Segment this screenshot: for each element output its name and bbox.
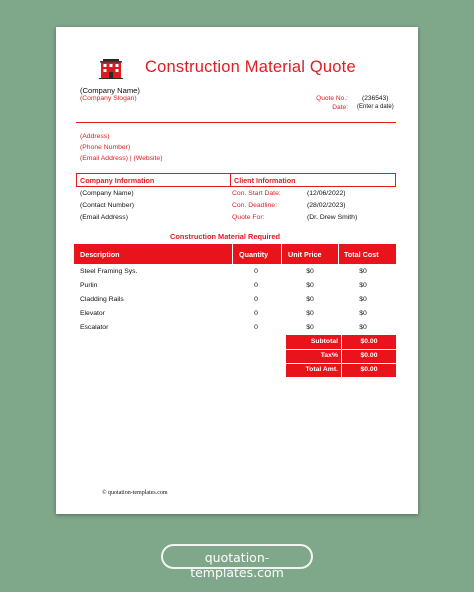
tax-label: Tax% <box>320 352 338 359</box>
quote-no-value: (236543) <box>362 95 389 102</box>
cell-total-cost: $0 <box>359 324 367 331</box>
cell-quantity: 0 <box>254 296 258 303</box>
table-row <box>74 294 396 308</box>
document-title: Construction Material Quote <box>145 58 356 76</box>
client-deadline-label: Con. Deadline: <box>232 202 277 209</box>
client-start-value: (12/06/2022) <box>307 190 346 197</box>
company-info-email: (Email Address) <box>80 214 128 221</box>
table-row <box>74 266 396 280</box>
cell-quantity: 0 <box>254 310 258 317</box>
header-description: Description <box>80 250 120 259</box>
phone-number: (Phone Number) <box>80 144 131 151</box>
section-title: Construction Material Required <box>170 232 281 241</box>
total-amount-label: Total Amt. <box>305 366 338 373</box>
table-row <box>74 308 396 322</box>
table-row <box>74 280 396 294</box>
cell-total-cost: $0 <box>359 296 367 303</box>
cell-total-cost: $0 <box>359 282 367 289</box>
company-info-contact: (Contact Number) <box>80 202 135 209</box>
cell-description: Escalator <box>80 324 109 331</box>
subtotal-value: $0.00 <box>360 338 378 345</box>
cell-total-cost: $0 <box>359 310 367 317</box>
brand-label: quotation-templates.com <box>190 550 284 580</box>
cell-quantity: 0 <box>254 282 258 289</box>
client-quote-for-label: Quote For: <box>232 214 265 221</box>
cell-unit-price: $0 <box>306 310 314 317</box>
table-row <box>74 322 396 336</box>
company-name: (Company Name) <box>80 86 140 95</box>
table-header <box>74 244 396 264</box>
company-slogan: (Company Slogan) <box>80 95 137 102</box>
client-info-header: Client Information <box>234 175 296 185</box>
info-header-box <box>76 173 396 187</box>
header-quantity: Quantity <box>239 250 269 259</box>
client-deadline-value: (28/02/2023) <box>307 202 346 209</box>
quote-document <box>56 27 418 514</box>
subtotal-label: Subtotal <box>310 338 338 345</box>
totals-block <box>286 335 396 377</box>
date-value: (Enter a date) <box>357 104 394 110</box>
cell-description: Cladding Rails <box>80 296 124 303</box>
header-divider <box>76 122 396 123</box>
footer-copyright: © quotation-templates.com <box>102 490 168 496</box>
cell-unit-price: $0 <box>306 296 314 303</box>
cell-description: Steel Framing Sys. <box>80 268 138 275</box>
quote-no-label: Quote No.: <box>316 95 348 102</box>
header-unit-price: Unit Price <box>288 250 322 259</box>
date-label: Date: <box>332 104 348 111</box>
building-icon <box>99 58 123 79</box>
address: (Address) <box>80 133 110 140</box>
cell-quantity: 0 <box>254 268 258 275</box>
client-start-label: Con. Start Date: <box>232 190 281 197</box>
cell-description: Purlin <box>80 282 98 289</box>
email-website: (Email Address) | (Website) <box>80 155 163 162</box>
cell-total-cost: $0 <box>359 268 367 275</box>
header-total-cost: Total Cost <box>344 250 379 259</box>
cell-unit-price: $0 <box>306 324 314 331</box>
company-info-header: Company Information <box>80 175 155 185</box>
cell-unit-price: $0 <box>306 268 314 275</box>
tax-value: $0.00 <box>360 352 378 359</box>
total-amount-value: $0.00 <box>360 366 378 373</box>
client-quote-for-value: (Dr. Drew Smith) <box>307 214 358 221</box>
cell-description: Elevator <box>80 310 105 317</box>
company-info-name: (Company Name) <box>80 190 134 197</box>
cell-unit-price: $0 <box>306 282 314 289</box>
brand-badge[interactable] <box>161 544 313 580</box>
cell-quantity: 0 <box>254 324 258 331</box>
